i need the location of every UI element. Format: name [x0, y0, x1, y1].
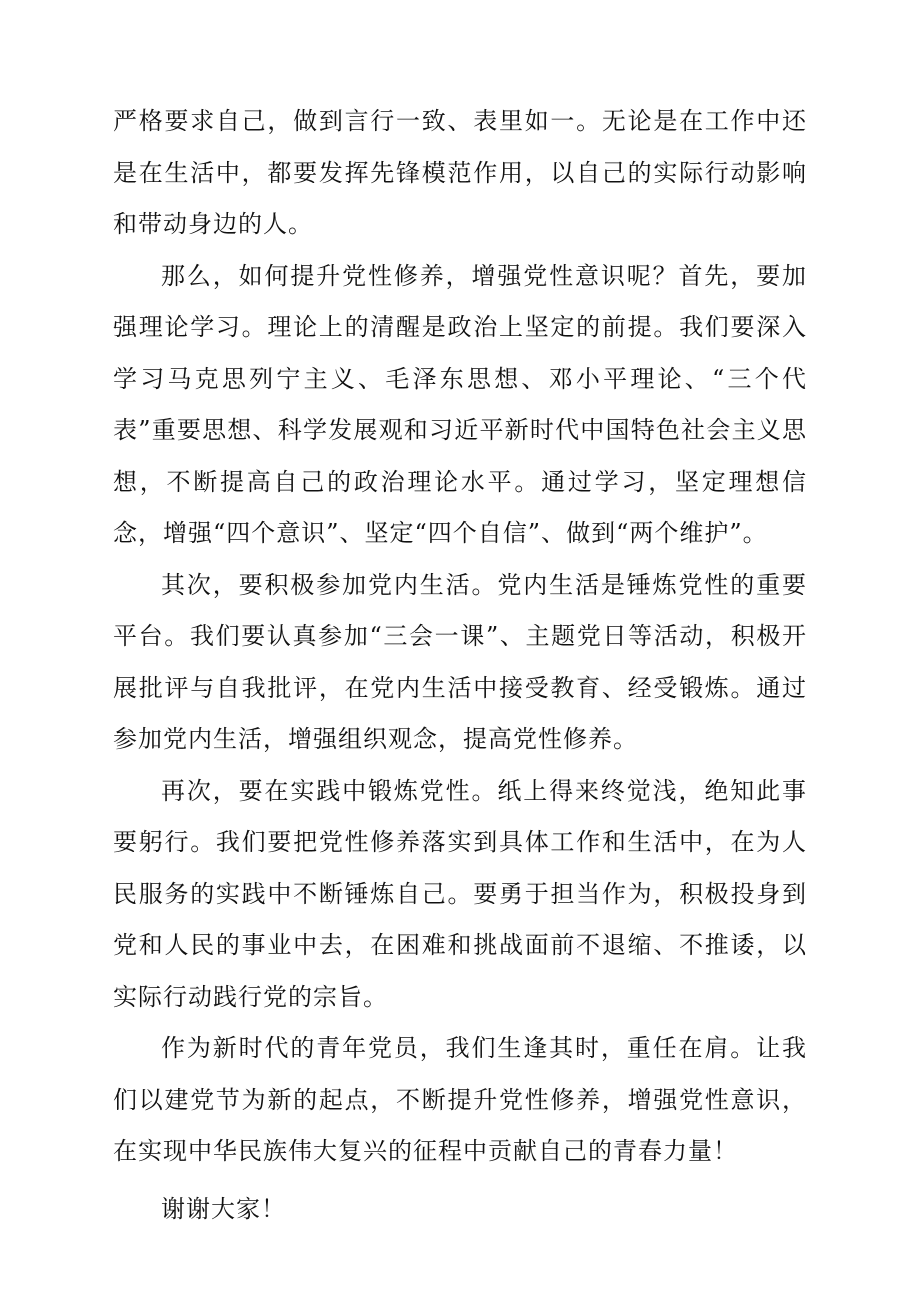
closing-thanks: 谢谢大家！ — [161, 1194, 286, 1223]
paragraph-party-life: 其次，要积极参加党内生活。党内生活是锤炼党性的重要平台。我们要认真参加“三会一课”、主题党日等活动，积极开展批评与自我批评，在党内生活中接受教育、经受锻炼。通过参加党内生活，增强组织观念，提高党性修养。 — [113, 570, 807, 753]
paragraph-practice: 再次，要在实践中锻炼党性。纸上得来终觉浅，绝知此事要躬行。我们要把党性修养落实到具体工作和生活中，在为人民服务的实践中不断锤炼自己。要勇于担当作为，积极投身到党和人民的事业中去，在困难和挑战面前不退缩、不推诿，以实际行动践行党的宗旨。 — [113, 776, 807, 1011]
document-body — [113, 96, 807, 1235]
paragraph-continuation: 严格要求自己，做到言行一致、表里如一。无论是在工作中还是在生活中，都要发挥先锋模范作用，以自己的实际行动影响和带动身边的人。 — [113, 107, 807, 238]
paragraph-conclusion: 作为新时代的青年党员，我们生逢其时，重任在肩。让我们以建党节为新的起点，不断提升党性修养，增强党性意识，在实现中华民族伟大复兴的征程中贡献自己的青春力量！ — [113, 1034, 807, 1165]
paragraph-theory-study: 那么，如何提升党性修养，增强党性意识呢？首先，要加强理论学习。理论上的清醒是政治上坚定的前提。我们要深入学习马克思列宁主义、毛泽东思想、邓小平理论、“三个代表”重要思想、科学发展观和习近平新时代中国特色社会主义思想，不断提高自己的政治理论水平。通过学习，坚定理想信念，增强“四个意识”、坚定“四个自信”、做到“两个维护”。 — [113, 261, 807, 547]
